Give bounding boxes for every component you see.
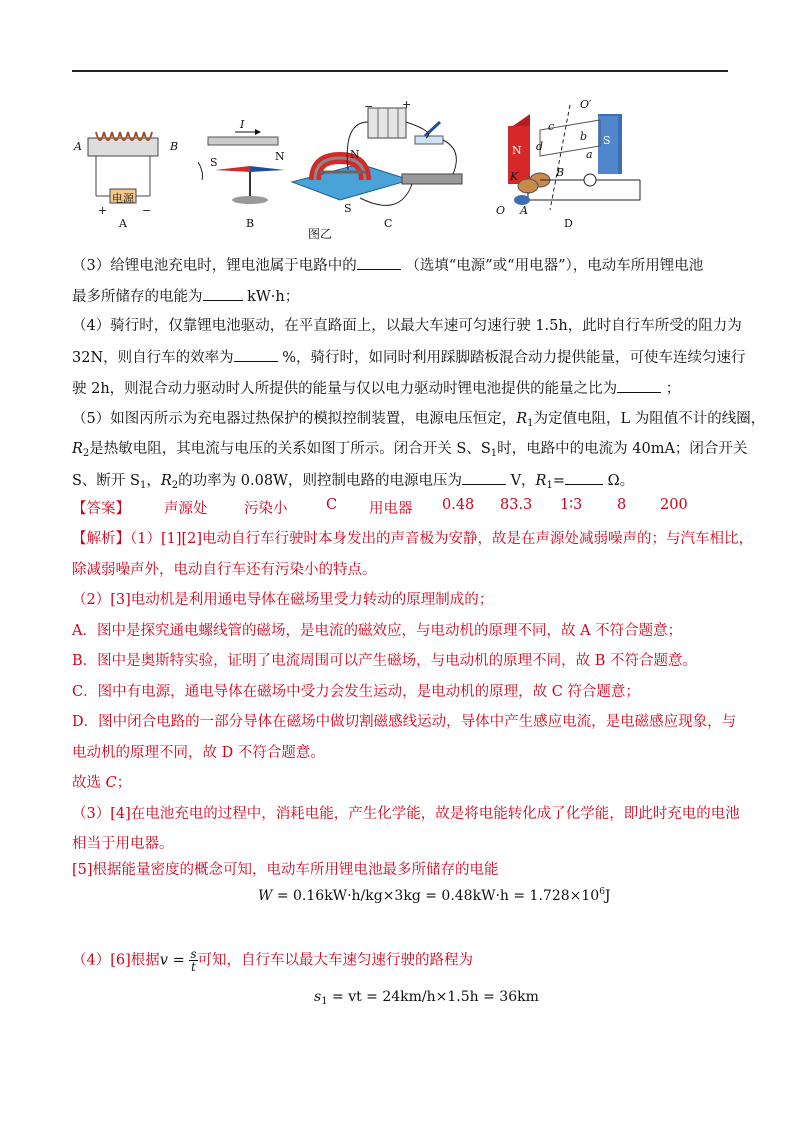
answer-value: 200: [660, 497, 688, 513]
panel-a-source-label: 电源: [112, 192, 134, 205]
panel-d-o-prime: O′: [580, 98, 592, 111]
q5-text-3c: 的功率为 0.08W，则控制电路的电源电压为: [178, 473, 462, 489]
q3-text-1a: （3）给锂电池充电时，锂电池属于电路中的: [72, 258, 357, 274]
panel-c-motor: [292, 108, 462, 205]
panel-a-plus: +: [98, 204, 108, 217]
formula-body: = 0.16kW·h/kg×3kg = 0.48kW·h = 1.728×10: [272, 888, 600, 904]
formula-distance: [314, 989, 539, 1007]
analysis-p5: [5]根据能量密度的概念可知，电动车所用锂电池最多所储存的电能: [72, 862, 499, 878]
panel-d-cap-b: B: [556, 166, 565, 179]
q4-text-2a: 32N，则自行车的效率为: [72, 350, 234, 366]
analysis-p2: （2）[3]电动机是利用通电导体在磁场里受力转动的原理制成的；: [72, 592, 494, 608]
answer-value: 8: [617, 497, 627, 513]
figure-caption: 图乙: [308, 227, 333, 241]
formula-var: W: [258, 888, 273, 904]
q5-text-3b: ，: [146, 473, 161, 489]
panel-b-current: I: [240, 118, 245, 131]
q5-text-3d: V，: [510, 473, 536, 489]
formula-var: v: [159, 952, 168, 969]
panel-d-k: K: [510, 170, 519, 183]
answer-blank[interactable]: [203, 286, 243, 301]
formula-fraction: [189, 948, 197, 973]
panel-d-s: S: [603, 134, 611, 147]
panel-d-generator: [508, 105, 640, 210]
panel-a-end-a: A: [74, 140, 82, 153]
answer-value: 声源处: [164, 501, 208, 517]
panel-c-minus: −: [364, 100, 374, 113]
q3-text-2a: 最多所储存的电能为: [72, 289, 203, 305]
q5-line-2: [72, 439, 747, 464]
panel-c-n: N: [350, 148, 360, 161]
analysis-choice: [72, 773, 131, 793]
panel-c-plus: +: [402, 98, 412, 111]
q5-text-1b: 为定值电阻，L 为阻值不计的线圈，: [533, 411, 766, 427]
subscript: 1: [490, 448, 498, 459]
panel-b-label: B: [246, 217, 255, 230]
formula-energy: [258, 887, 611, 904]
panel-c-s: S: [344, 202, 352, 215]
formula-var: s: [314, 989, 322, 1005]
panel-a-minus: −: [142, 204, 152, 217]
var-r: R: [160, 473, 172, 489]
q5-text-2b: 时，电路中的电流为 40mA；闭合开关: [497, 441, 748, 457]
panel-d-cap-a: A: [520, 204, 528, 217]
answer-blank[interactable]: [617, 378, 661, 393]
panel-d-b: b: [580, 130, 588, 143]
q5-text-1a: （5）如图丙所示为充电器过热保护的模拟控制装置，电源电压恒定，: [72, 411, 517, 427]
q4-text-3a: 驶 2h，则混合动力驱动时人所提供的能量与仅以电力驱动时锂电池提供的能量之比为: [72, 381, 618, 397]
subscript: 1: [139, 480, 147, 491]
analysis-p1-line-1: [72, 529, 753, 549]
panel-d-o: O: [496, 204, 506, 217]
formula-exponent: 6: [599, 887, 605, 897]
answer-value: 污染小: [244, 501, 288, 517]
q5-text-3a: S、断开 S: [72, 473, 140, 489]
analysis-text: （1）[1][2]电动自行车行驶时本身发出的声音极为安静，故是在声源处减弱噪声的；与汽车相比，: [130, 531, 754, 547]
subscript: 2: [171, 480, 179, 491]
q3-line-1: [72, 255, 703, 276]
subscript: 1: [546, 480, 553, 491]
analysis-option-a: A．图中是探究通电螺线管的磁场，是电流的磁效应，与电动机的原理不同，故 A 不符合题意；: [72, 623, 683, 639]
subscript: 1: [321, 996, 328, 1007]
analysis-p1-line-2: 除减弱噪声外，电动自行车还有污染小的特点。: [72, 562, 377, 578]
panel-d-label: D: [564, 217, 573, 230]
panel-b-n: N: [275, 150, 285, 163]
q4-line-1: （4）骑行时，仅靠锂电池驱动，在平直路面上，以最大车速可匀速行驶 1.5h，此时自行车所受的阻力为: [72, 318, 742, 334]
q3-line-2: [72, 286, 299, 307]
q4-text-3b: ；: [665, 381, 681, 397]
analysis-p3-line-2: 相当于用电器。: [72, 836, 174, 852]
fraction-denominator: t: [191, 960, 196, 974]
answer-blank[interactable]: [357, 255, 401, 270]
answer-tag: 【答案】: [72, 501, 130, 517]
answer-blank[interactable]: [462, 470, 506, 485]
panel-d-n: N: [512, 144, 522, 157]
q5-text-2a: 是热敏电阻，其电流与电压的关系如图丁所示。闭合开关 S、S: [89, 441, 491, 457]
analysis-p3-line-1: （3）[4]在电池充电的过程中，消耗电能，产生化学能，故是将电能转化成了化学能，即此时充电的电池: [72, 806, 740, 822]
panel-a-label: A: [119, 217, 127, 230]
answer-value: 用电器: [369, 501, 413, 517]
choice-letter: C: [105, 775, 117, 791]
answer-blank[interactable]: [565, 470, 603, 485]
q4-line-2: [72, 347, 746, 368]
panel-a-end-b: B: [170, 140, 179, 153]
analysis-option-d-line-2: 电动机的原理不同，故 D 不符合题意。: [72, 745, 325, 761]
var-r: R: [516, 411, 528, 427]
subscript: 2: [82, 448, 90, 459]
var-r: R: [72, 441, 83, 457]
answer-value: 0.48: [442, 497, 475, 513]
analysis-text: 故选: [72, 775, 106, 791]
q3-text-2b: kW·h；: [247, 289, 300, 305]
panel-d-c: c: [548, 120, 555, 133]
panel-d-a: a: [586, 148, 593, 161]
analysis-tag: 【解析】: [72, 531, 130, 547]
q5-line-1: [72, 409, 765, 434]
q4-line-3: [72, 378, 680, 399]
panel-d-d: d: [536, 140, 544, 153]
formula-unit: J: [604, 888, 611, 904]
fraction-numerator: s: [190, 947, 197, 961]
formula-equals: =: [167, 952, 190, 969]
panel-b-s: S: [210, 156, 218, 169]
formula-body: = vt = 24km/h×1.5h = 36km: [327, 989, 539, 1005]
q3-text-1b: （选填“电源”或“用电器”），电动车所用锂电池: [405, 258, 704, 274]
figure-illustration: [70, 100, 720, 240]
answer-blank[interactable]: [234, 347, 278, 362]
answer-value: C: [326, 497, 338, 513]
q5-line-3: [72, 470, 634, 496]
analysis-option-c: C．图中有电源，通电导体在磁场中受力会发生运动，是电动机的原理，故 C 符合题意；: [72, 684, 640, 700]
var-r: R: [535, 473, 547, 489]
analysis-option-b: B．图中是奥斯特实验，证明了电流周围可以产生磁场，与电动机的原理不同，故 B 不符合题意。: [72, 653, 698, 669]
figure-group: [70, 100, 720, 240]
analysis-text: （4）[6]根据: [72, 952, 160, 969]
answer-value: 83.3: [500, 497, 533, 513]
panel-c-label: C: [384, 217, 393, 230]
q4-text-2b: %，骑行时，如同时利用踩脚踏板混合动力提供能量，可使车连续匀速行: [282, 350, 746, 366]
answer-value: 1∶3: [560, 497, 583, 513]
q5-text-3f: Ω。: [607, 473, 635, 489]
header-rule: [72, 70, 728, 72]
analysis-option-d-line-1: D．图中闭合电路的一部分导体在磁场中做切割磁感线运动，导体中产生感应电流，是电磁感应现象，与: [72, 714, 737, 730]
analysis-p6: [72, 948, 473, 973]
analysis-text: ；: [116, 775, 132, 791]
equals: =: [552, 473, 565, 489]
analysis-text: 可知，自行车以最大车速匀速行驶的路程为: [197, 952, 474, 969]
subscript: 1: [527, 418, 534, 429]
